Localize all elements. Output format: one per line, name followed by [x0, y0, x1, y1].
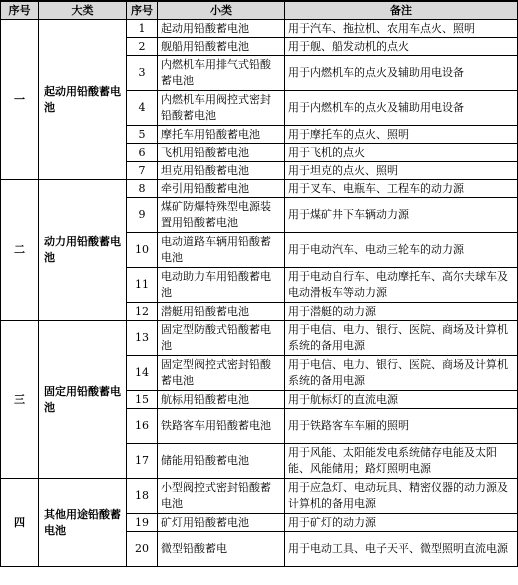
remark: 用于坦克的点火、照明 [285, 162, 518, 180]
group-name: 动力用铅酸蓄电池 [39, 180, 127, 321]
group-name: 固定用铅酸蓄电池 [39, 321, 127, 479]
remark: 用于舰、船发动机的点火 [285, 38, 518, 56]
remark: 用于铁路客车车厢的照明 [285, 409, 518, 444]
remark: 用于矿灯的动力源 [285, 514, 518, 532]
remark: 用于电动汽车、电动三轮车的动力源 [285, 233, 518, 268]
remark: 用于叉车、电瓶车、工程车的动力源 [285, 180, 518, 198]
header-item-index: 序号 [127, 1, 158, 20]
row-number: 3 [127, 56, 158, 91]
remark: 用于潜艇的动力源 [285, 303, 518, 321]
header-subcategory: 小类 [158, 1, 285, 20]
subcategory: 煤矿防爆特殊型电源装置用铅酸蓄电池 [158, 198, 285, 233]
subcategory: 铁路客车用铅酸蓄电池 [158, 409, 285, 444]
table-header [1, 1, 518, 20]
table-row [1, 479, 518, 514]
row-number: 2 [127, 38, 158, 56]
row-number: 6 [127, 144, 158, 162]
row-number: 7 [127, 162, 158, 180]
row-number: 16 [127, 409, 158, 444]
row-number: 10 [127, 233, 158, 268]
remark: 用于煤矿井下车辆动力源 [285, 198, 518, 233]
subcategory: 矿灯用铅酸蓄电池 [158, 514, 285, 532]
header-remarks: 备注 [285, 1, 518, 20]
header-category: 大类 [39, 1, 127, 20]
row-number: 13 [127, 321, 158, 356]
group-name: 其他用途铅酸蓄电池 [39, 479, 127, 567]
group-index: 三 [1, 321, 39, 479]
row-number: 4 [127, 91, 158, 126]
group-index: 二 [1, 180, 39, 321]
subcategory: 起动用铅酸蓄电池 [158, 20, 285, 38]
header-group-index: 序号 [1, 1, 39, 20]
subcategory: 固定型阀控式密封铅酸蓄电池 [158, 356, 285, 391]
row-number: 11 [127, 268, 158, 303]
subcategory: 储能用铅酸蓄电池 [158, 444, 285, 479]
remark: 用于应急灯、电动玩具、精密仪器的动力源及计算机的备用电源 [285, 479, 518, 514]
row-number: 9 [127, 198, 158, 233]
remark: 用于电信、电力、银行、医院、商场及计算机系统的备用电源 [285, 356, 518, 391]
remark: 用于电信、电力、银行、医院、商场及计算机系统的备用电源 [285, 321, 518, 356]
row-number: 15 [127, 391, 158, 409]
subcategory: 电动道路车辆用铅酸蓄电池 [158, 233, 285, 268]
remark: 用于内燃机车的点火及辅助用电设备 [285, 56, 518, 91]
row-number: 12 [127, 303, 158, 321]
subcategory: 牵引用铅酸蓄电池 [158, 180, 285, 198]
group-name: 起动用铅酸蓄电池 [39, 20, 127, 180]
subcategory: 内燃机车用排气式铅酸蓄电池 [158, 56, 285, 91]
group-index: 一 [1, 20, 39, 180]
row-number: 5 [127, 126, 158, 144]
subcategory: 固定型防酸式铅酸蓄电池 [158, 321, 285, 356]
row-number: 18 [127, 479, 158, 514]
table-row [1, 20, 518, 38]
table-row [1, 321, 518, 356]
subcategory: 坦克用铅酸蓄电池 [158, 162, 285, 180]
row-number: 19 [127, 514, 158, 532]
remark: 用于航标灯的直流电源 [285, 391, 518, 409]
subcategory: 飞机用铅酸蓄电池 [158, 144, 285, 162]
remark: 用于内燃机车的点火及辅助用电设备 [285, 91, 518, 126]
remark: 用于摩托车的点火、照明 [285, 126, 518, 144]
subcategory: 航标用铅酸蓄电池 [158, 391, 285, 409]
row-number: 14 [127, 356, 158, 391]
subcategory: 内燃机车用阀控式密封铅酸蓄电池 [158, 91, 285, 126]
table-body [1, 20, 518, 567]
row-number: 1 [127, 20, 158, 38]
remark: 用于电动工具、电子天平、微型照明直流电源 [285, 532, 518, 567]
table-row [1, 180, 518, 198]
subcategory: 微型铅酸蓄电 [158, 532, 285, 567]
subcategory: 舰船用铅酸蓄电池 [158, 38, 285, 56]
subcategory: 潜艇用铅酸蓄电池 [158, 303, 285, 321]
subcategory: 小型阀控式密封铅酸蓄电池 [158, 479, 285, 514]
remark: 用于风能、太阳能发电系统储存电能及太阳能、风能储用；路灯照明电源 [285, 444, 518, 479]
row-number: 17 [127, 444, 158, 479]
subcategory: 电动助力车用铅酸蓄电池 [158, 268, 285, 303]
header-row [1, 1, 518, 20]
group-index: 四 [1, 479, 39, 567]
row-number: 8 [127, 180, 158, 198]
row-number: 20 [127, 532, 158, 567]
subcategory: 摩托车用铅酸蓄电池 [158, 126, 285, 144]
remark: 用于电动自行车、电动摩托车、高尔夫球车及电动滑板车等动力源 [285, 268, 518, 303]
remark: 用于飞机的点火 [285, 144, 518, 162]
remark: 用于汽车、拖拉机、农用车点火、照明 [285, 20, 518, 38]
